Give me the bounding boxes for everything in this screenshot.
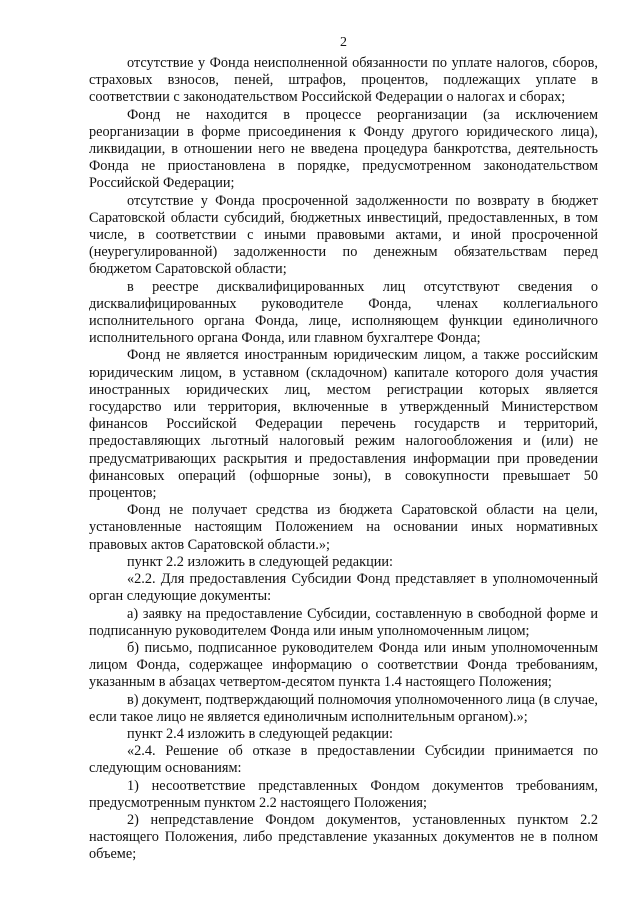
paragraph-item-a: а) заявку на предоставление Субсидии, составленную в свободной форме и подписанную руководителем Фонда или иным уполномоченным лицом;	[89, 605, 598, 639]
paragraph-no-tax-debt: отсутствие у Фонда неисполненной обязанности по уплате налогов, сборов, страховых взносов, пеней, штрафов, процентов, подлежащих уплате в соответствии с законодательством Российской Федерации о налогах и сборах;	[89, 55, 598, 106]
paragraph-ground-2: 2) непредставление Фондом документов, установленных пунктом 2.2 настоящего Положения, либо представление указанных документов не в полном объеме;	[89, 811, 598, 863]
document-body	[89, 55, 598, 864]
paragraph-ground-1: 1) несоответствие представленных Фондом документов требованиям, предусмотренным пунктом 2.2 настоящего Положения;	[89, 777, 598, 811]
paragraph-item-v: в) документ, подтверждающий полномочия уполномоченного лица (в случае, если такое лицо не является единоличным исполнительным органом).»;	[89, 691, 598, 725]
paragraph-item-b: б) письмо, подписанное руководителем Фонда или иным уполномоченным лицом Фонда, содержащее информацию о соответствии Фонда требованиям, указанным в абзацах четвертом-десятом пункта 1.4 настоящего Положения;	[89, 639, 598, 691]
paragraph-no-other-funds: Фонд не получает средства из бюджета Саратовской области на цели, установленные настоящим Положением на основании иных нормативных правовых актов Саратовской области.»;	[89, 502, 598, 553]
paragraph-no-overdue-debt: отсутствие у Фонда просроченной задолженности по возврату в бюджет Саратовской области субсидий, бюджетных инвестиций, предоставленных, в том числе, в соответствии с иными правовыми актами, и иной просроченной (неурегулированной) задолженности по денежным обязательствам перед бюджетом Саратовской области;	[89, 192, 598, 278]
paragraph-amend-2-2: пункт 2.2 изложить в следующей редакции:	[127, 553, 394, 570]
page-number: 2	[340, 35, 347, 50]
paragraph-not-foreign-entity: Фонд не является иностранным юридическим лицом, а также российским юридическим лицом, в уставном (складочном) капитале которого доля участия иностранных юридических лиц, местом регистрации которых является государство или территория, включенные в утвержденный Министерством финансов Российской Федерации перечень государств и территорий, предоставляющих льготный налоговый режим налогообложения и (или) не предусматривающих раскрытия и предоставления информации при проведении финансовых операций (офшорные зоны), в совокупности превышает 50 процентов;	[89, 347, 598, 502]
paragraph-disqualified-registry: в реестре дисквалифицированных лиц отсутствуют сведения о дисквалифицированных руководителе Фонда, членах коллегиального исполнительного органа Фонда, лице, исполняющем функции единоличного исполнительного органа Фонда, или главном бухгалтере Фонда;	[89, 278, 598, 347]
paragraph-clause-2-2: «2.2. Для предоставления Субсидии Фонд представляет в уполномоченный орган следующие документы:	[89, 571, 598, 605]
paragraph-clause-2-4: «2.4. Решение об отказе в предоставлении Субсидии принимается по следующим основаниям:	[89, 743, 598, 777]
paragraph-amend-2-4: пункт 2.4 изложить в следующей редакции:	[127, 725, 394, 742]
paragraph-no-reorganization: Фонд не находится в процессе реорганизации (за исключением реорганизации в форме присоединения к Фонду другого юридического лица), ликвидации, в отношении него не введена процедура банкротства, деятельность Фонда не приостановлена в порядке, предусмотренном законодательством Российской Федерации;	[89, 106, 598, 192]
